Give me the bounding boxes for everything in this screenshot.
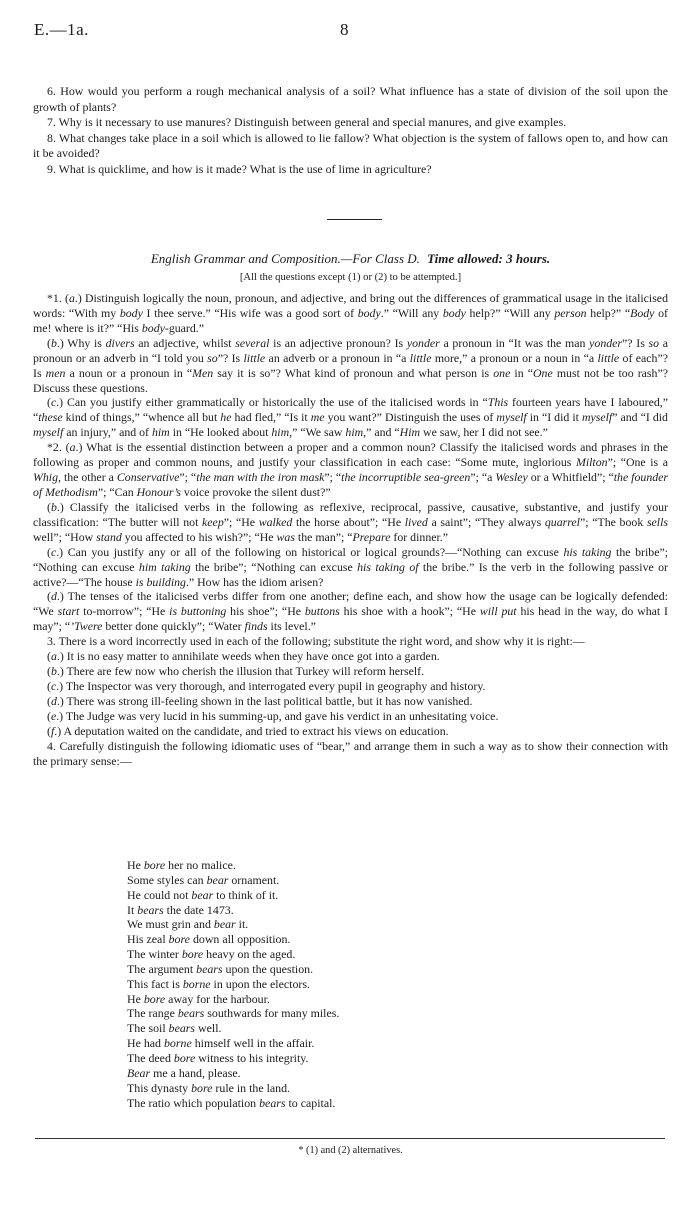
question-2c: (c.) Can you justify any or all of the following on historical or logical grounds?—“Nothing can excuse his taking the bribe”; “Nothing can excuse him taking the bribe”; “Nothing can excuse his taking of the bribe.” Is the verb in the following passive or active?—“The house is building.” How has the idiom arisen? [33,544,669,589]
section-title [33,251,668,267]
question-4: 4. Carefully distinguish the following idiomatic uses of “bear,” and arrange them in such a way as to show their connection with the primary sense:— [33,738,668,768]
question-6: 6. How would you perform a rough mechanical analysis of a soil? What influence has a state of division of the soil upon the growth of plants? [33,84,668,114]
list-item: The soil bears well. [127,1021,222,1036]
list-item: He bore her no malice. [127,858,236,872]
list-item: The ratio which population bears to capital. [127,1095,336,1110]
footnote-divider [35,1138,665,1139]
question-8: 8. What changes take place in a soil which is allowed to lie fallow? What objection is the system of fallows open to, and how can it be avoided? [33,130,668,161]
list-item: He could not bear to think of it. [127,887,279,902]
question-1b: (b.) Why is divers an adjective, whilst several is an adjective pronoun? Is yonder a pronoun in “It was the man yonder”? Is so a pronoun or an adverb in “I told you so”? Is little an adverb or a pronoun in “a little more,” a pronoun or a noun in “a little of each”? Is men a noun or a pronoun in “Men say it is so”? What kind of pronoun and what person is one in “One must not be too rash”? Discuss these questions. [33,335,669,395]
grammar-questions [33,291,668,769]
list-item: This fact is borne in upon the electors. [127,976,310,991]
question-9: 9. What is quicklime, and how is it made? What is the use of lime in agriculture? [47,161,432,176]
section-divider [327,219,382,220]
question-1c: (c.) Can you justify either grammatically or historically the use of the italicised words in “This fourteen years have I laboured,” “these kind of things,” “whence all but he had fled,” “Is it me you want?” Distinguish the uses of myself in “I did it myself” and “I did myself an injury,” and of him in “He looked about him,” “We saw him,” and “Him we saw, her I did not see.” [33,395,668,440]
list-item: The deed bore witness to his integrity. [127,1050,309,1065]
instructions: [All the questions except (1) or (2) to be attempted.] [239,272,462,283]
question-2d: (d.) The tenses of the italicised verbs differ from one another; define each, and show how the usage can be logically defended: “We start to-morrow”; “He is buttoning his shoe”; “He buttons his shoe with a hook”; “He will put his head in the way, do what I may”; “’Twere better done quickly”; “Water finds its level.” [33,589,668,634]
list-item: He bore away for the harbour. [127,991,270,1006]
question-3b: (b.) There are few now who cherish the illusion that Turkey will reform herself. [47,664,425,679]
list-item: He had borne himself well in the affair. [127,1036,315,1051]
agriculture-questions [33,84,668,178]
question-2b: (b.) Classify the italicised verbs in the following as reflexive, reciprocal, passive, causative, substantive, and justify your classification: “The butter will not keep”; “He walked the horse about”; “He lived a saint”; “They always quarrel”; “The book sells well”; “How stand you affected to his wish?”; “He was the man”; “Prepare for dinner.” [33,499,668,544]
list-item: Some styles can bear ornament. [127,872,280,887]
question-3d: (d.) There was strong ill-feeling shown in the last political battle, but it has now vanished. [47,693,473,708]
list-item: Bear me a hand, please. [127,1065,241,1080]
question-7: 7. Why is it necessary to use manures? Distinguish between general and special manures, and give examples. [47,115,567,130]
question-1a: *1. (a.) Distinguish logically the noun, pronoun, and adjective, and bring out the differences of grammatical usage in the italicised words: “With my body I thee serve.” “His wife was a good sort of body.” “Will any body help?” “Will any person help?” “Body of me! where is it?” “His body-guard.” [33,291,668,335]
page-number: 8 [340,20,349,39]
list-item: We must grin and bear it. [127,917,249,932]
question-3e: (e.) The Judge was very lucid in his summing-up, and gave his verdict in an unhesitating voice. [47,708,499,723]
list-item: His zeal bore down all opposition. [127,932,291,947]
section-code: E.—1a. [34,20,89,39]
list-item: This dynasty bore rule in the land. [127,1080,291,1095]
list-item: The range bears southwards for many miles. [127,1006,340,1021]
list-item: The argument bears upon the question. [127,961,314,976]
question-2a: *2. (a.) What is the essential distinction between a proper and a common noun? Classify the italicised words and phrases in the following as proper and common nouns, and justify your classification in each case: “Some mute, inglorious Milton”; “One is a Whig, the other a Conservative”; “the man with the iron mask”; “the incorruptible sea-green”; “a Wesley or a Whitfield”; “the founder of Methodism”; “Can Honour’s voice provoke the silent dust?” [33,440,669,499]
list-item: It bears the date 1473. [127,902,234,917]
question-3: 3. There is a word incorrectly used in each of the following; substitute the right word, and show why it is right:— [47,634,585,649]
question-3c: (c.) The Inspector was very thorough, and interrogated every pupil in geography and history. [47,678,486,693]
bear-sentence-list [127,858,339,1110]
list-item: The winter bore heavy on the aged. [127,947,296,962]
question-3f: (f.) A deputation waited on the candidate, and tried to extract his views on education. [47,723,449,738]
time-allowed: Time allowed: 3 hours. [427,251,551,266]
footnote: * (1) and (2) alternatives. [298,1145,403,1156]
question-3a: (a.) It is no easy matter to annihilate weeds when they have once got into a garden. [47,649,440,664]
title-text: English Grammar and Composition.—For Class D. [150,251,420,266]
